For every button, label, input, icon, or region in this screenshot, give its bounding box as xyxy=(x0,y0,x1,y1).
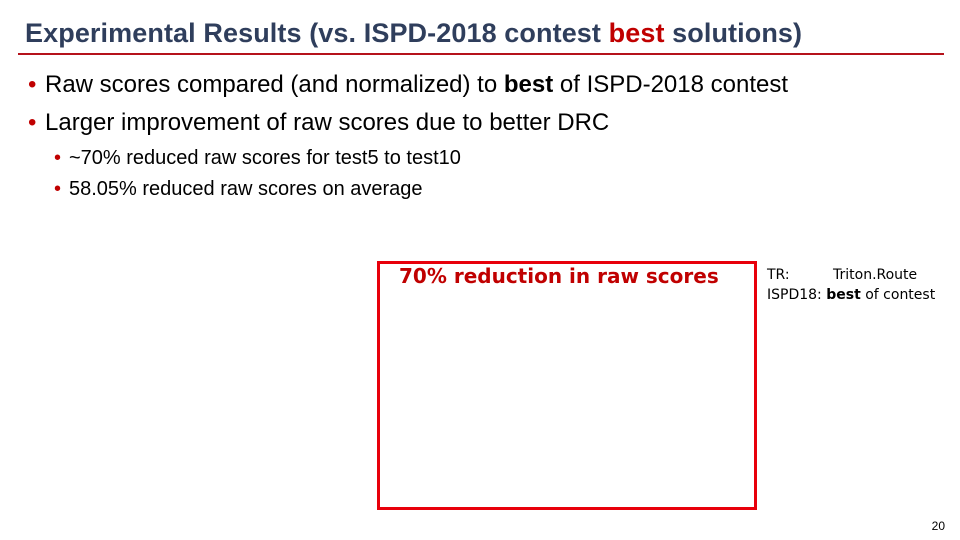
legend-key: TR: xyxy=(767,267,790,283)
title-prefix: Experimental Results (vs. ISPD-2018 contest xyxy=(25,18,609,48)
sub-bullet-text: ~70% reduced raw scores for test5 to test10 xyxy=(69,147,461,169)
title-highlight: best xyxy=(608,18,665,48)
bullet-text: Larger improvement of raw scores due to better DRC xyxy=(45,109,610,136)
legend xyxy=(767,265,935,305)
slide-title xyxy=(25,18,802,49)
bullet-item xyxy=(28,104,788,142)
legend-value: Triton.Route xyxy=(833,267,918,283)
sub-bullet-text: 58.05% reduced raw scores on average xyxy=(69,178,423,200)
legend-value: of contest xyxy=(860,287,936,303)
bullet-bold-text: best xyxy=(503,71,554,98)
bullet-text: Raw scores compared (and normalized) to xyxy=(45,71,504,98)
title-suffix: solutions) xyxy=(664,18,803,48)
sub-bullet-list xyxy=(54,143,461,205)
legend-row-tr xyxy=(767,265,935,285)
bullet-item xyxy=(28,66,788,104)
page-number: 20 xyxy=(931,519,945,533)
bullet-text: of ISPD-2018 contest xyxy=(553,71,789,98)
legend-row-ispd xyxy=(767,285,935,305)
reduction-callout: 70% reduction in raw scores xyxy=(399,264,719,288)
sub-bullet-item xyxy=(54,174,461,205)
legend-key: ISPD18: xyxy=(767,287,827,303)
main-bullet-list xyxy=(28,66,788,142)
title-divider xyxy=(18,53,944,55)
legend-bold-value: best xyxy=(826,287,861,303)
highlight-box xyxy=(377,261,757,510)
sub-bullet-item xyxy=(54,143,461,174)
